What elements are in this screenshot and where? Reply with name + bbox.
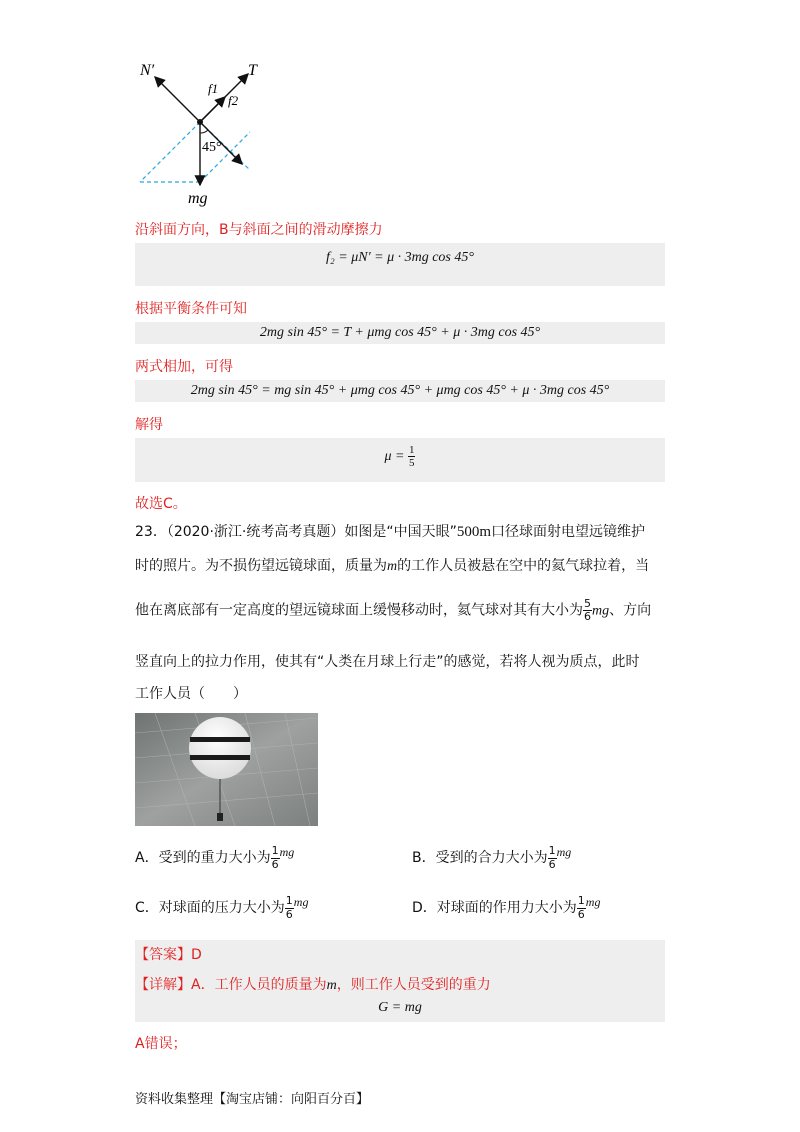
question-line <box>135 521 645 541</box>
label-f2: f2 <box>228 93 239 108</box>
option-d[interactable] <box>412 895 600 921</box>
formula-equilibrium: 2mg sin 45° = T + μmg cos 45° + μ · 3mg cos 45° <box>259 325 541 340</box>
option-variable: mg <box>585 895 601 909</box>
particle-dot <box>197 119 203 125</box>
label-f1: f1 <box>208 81 219 96</box>
section-heading: 根据平衡条件可知 <box>135 301 247 317</box>
formula-gravity: G = mg <box>378 1000 422 1015</box>
formula-sum: 2mg sin 45° = mg sin 45° + μmg cos 45° + μmg cos 45° + μ · 3mg cos 45° <box>190 383 610 398</box>
explanation-tag: 【详解】 <box>135 977 191 993</box>
formula-box <box>135 380 665 402</box>
question-text: 口径球面射电望远镜维护 <box>491 524 646 540</box>
section-heading: 沿斜面方向，B与斜面之间的滑动摩擦力 <box>135 222 383 238</box>
option-text: C．对球面的压力大小为 <box>135 900 285 916</box>
section-heading: 两式相加，可得 <box>135 359 233 375</box>
fraction-denominator: 6 <box>584 610 591 624</box>
question-line <box>135 598 651 623</box>
option-text: B．受到的合力大小为 <box>412 850 548 866</box>
footer: 资料收集整理【淘宝店铺：向阳百分百】 <box>135 1092 370 1107</box>
fraction-numerator: 1 <box>271 844 279 858</box>
question-variable: m <box>387 559 398 574</box>
answer-line <box>135 944 202 964</box>
explanation-text: ，则工作人员受到的重力 <box>336 977 491 993</box>
fraction-numerator: 5 <box>584 597 591 610</box>
option-variable: mg <box>279 845 295 859</box>
explanation-line <box>135 974 491 994</box>
question-variable: mg <box>592 603 610 619</box>
option-text: D．对球面的作用力大小为 <box>412 900 577 916</box>
fraction-numerator: 1 <box>548 844 556 858</box>
balloon-photo <box>135 713 318 826</box>
label-angle: 45° <box>202 140 222 155</box>
label-normal: N′ <box>140 62 155 79</box>
formula-box <box>135 322 665 344</box>
formula-box <box>135 438 665 482</box>
question-line: 竖直向上的拉力作用，使其有“人类在月球上行走”的感觉，若将人视为质点，此时 <box>135 654 640 670</box>
option-text: A．受到的重力大小为 <box>135 850 271 866</box>
question-text: 、方向 <box>609 602 652 619</box>
section-heading: 解得 <box>135 417 163 433</box>
formula-result <box>135 438 665 469</box>
fraction-denominator: 6 <box>577 907 585 921</box>
formula-lhs: μ = <box>384 448 405 464</box>
option-variable: mg <box>556 845 572 859</box>
question-text: 23．（2020·浙江·统考高考真题）如图是“中国天眼” <box>135 524 457 540</box>
fraction-denominator: 6 <box>271 857 279 871</box>
friction-arrow <box>200 97 225 122</box>
answer-box <box>135 940 665 1022</box>
label-tension: T <box>248 62 257 79</box>
question-text: 的工作人员被悬在空中的氦气球拉着，当 <box>397 558 650 574</box>
fraction-denominator: 6 <box>548 857 556 871</box>
option-a[interactable] <box>135 845 294 871</box>
option-c[interactable] <box>135 895 308 921</box>
fraction-numerator: 1 <box>577 894 585 908</box>
fraction-denominator: 6 <box>285 907 293 921</box>
force-diagram <box>130 55 270 210</box>
option-variable: mg <box>293 895 309 909</box>
answer-tag: 【答案】 <box>135 947 191 963</box>
formula-box <box>135 243 665 286</box>
fraction-numerator: 1 <box>285 894 293 908</box>
answer-value: D <box>191 947 202 963</box>
question-text: 时的照片。为不损伤望远镜球面，质量为 <box>135 558 387 574</box>
verdict: A错误； <box>135 1036 187 1052</box>
explanation-variable: m <box>326 978 337 993</box>
question-text: 他在离底部有一定高度的望远镜球面上缓慢移动时，氦气球对其有大小为 <box>135 602 583 619</box>
label-mg: mg <box>188 190 208 207</box>
normal-force-arrow <box>155 77 200 122</box>
conclusion: 故选C。 <box>135 496 187 512</box>
question-line <box>135 555 649 575</box>
incline-dashed-line <box>140 122 200 182</box>
formula-friction: f₂ = μN′ = μ · 3mg cos 45° <box>326 250 474 265</box>
question-value: 500m <box>456 524 492 540</box>
option-b[interactable] <box>412 845 571 871</box>
question-line: 工作人员（ ） <box>135 686 247 702</box>
explanation-text: A．工作人员的质量为 <box>191 977 327 993</box>
fraction-denominator: 5 <box>408 457 415 470</box>
fraction-numerator: 1 <box>408 444 415 456</box>
angle-arc <box>200 130 208 133</box>
